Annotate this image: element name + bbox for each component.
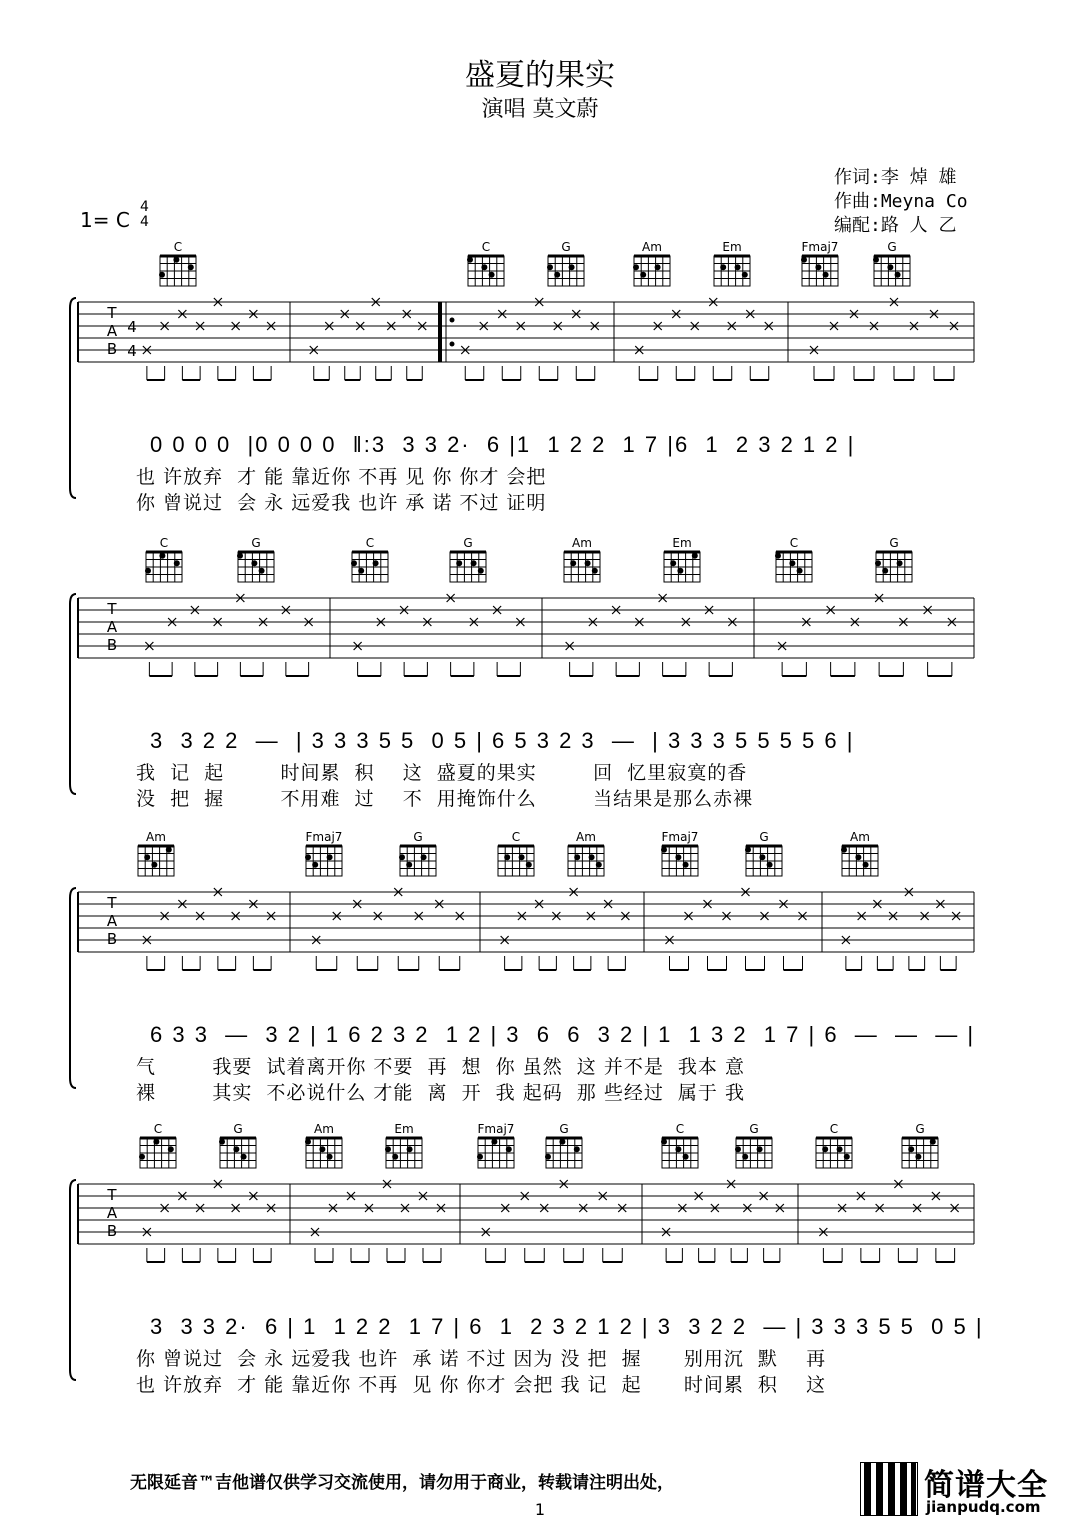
chord-name: Fmaj7: [477, 1122, 515, 1136]
credit-composer: 作曲:Meyna Co: [834, 191, 968, 212]
chord-name: G: [887, 240, 897, 254]
key-signature: 1= C: [80, 208, 130, 232]
tab-time-bottom: 4: [127, 342, 137, 360]
chord-name: G: [889, 536, 899, 550]
tab-letter: T: [107, 304, 117, 322]
credit-lyricist: 作词:李 焯 雄: [834, 167, 957, 188]
numbered-notation: 0 0 0 0 |0 0 0 0 ‖:3 3 3 2· 6 |1 1 2 2 1 7 |6 1 2 3 2 1 2 |: [150, 432, 856, 457]
song-title: 盛夏的果实: [465, 58, 615, 93]
logo-text: 简谱大全: [924, 1468, 1048, 1503]
chord-name: Am: [146, 830, 166, 844]
lyrics-verse-2: 没 把 握 不用难 过 不 用掩饰什么 当结果是那么赤裸: [136, 788, 754, 810]
chord-name: C: [159, 536, 169, 550]
chord-name: C: [675, 1122, 685, 1136]
chord-name: Am: [572, 536, 592, 550]
chord-name: C: [153, 1122, 163, 1136]
chord-name: Am: [642, 240, 662, 254]
piano-keys-icon: [860, 1462, 918, 1516]
lyrics-verse-1: 气 我要 试着离开你 不要 再 想 你 虽然 这 并不是 我本 意: [136, 1056, 745, 1078]
logo-url: jianpudq.com: [926, 1498, 1041, 1516]
chord-name: Am: [314, 1122, 334, 1136]
chord-name: Am: [576, 830, 596, 844]
chord-name: G: [759, 830, 769, 844]
tab-letter: A: [106, 618, 118, 636]
chord-name: G: [561, 240, 571, 254]
tab-letter: A: [106, 1204, 118, 1222]
tab-letter: A: [106, 912, 118, 930]
tab-letter: B: [106, 930, 118, 948]
chord-name: Em: [722, 240, 742, 254]
tab-letter: T: [107, 1186, 117, 1204]
lyrics-verse-1: 你 曾说过 会 永 远爱我 也许 承 诺 不过 因为 没 把 握 别用沉 默 再: [136, 1348, 827, 1370]
numbered-notation: 3 3 3 2· 6 | 1 1 2 2 1 7 | 6 1 2 3 2 1 2 | 3 3 2 2 — | 3 3 3 5 5 0 5 |: [150, 1314, 984, 1339]
time-signature-top: 4: [140, 199, 149, 215]
chord-name: Fmaj7: [661, 830, 699, 844]
tab-letter: A: [106, 322, 118, 340]
chord-name: C: [511, 830, 521, 844]
chord-name: C: [365, 536, 375, 550]
chord-name: Em: [672, 536, 692, 550]
credit-arranger: 编配:路 人 乙: [834, 215, 957, 236]
tab-letter: B: [106, 636, 118, 654]
numbered-notation: 3 3 2 2 — | 3 3 3 5 5 0 5 | 6 5 3 2 3 — | 3 3 3 5 5 5 5 6 |: [150, 728, 855, 753]
chord-name: G: [233, 1122, 243, 1136]
chord-name: Am: [850, 830, 870, 844]
time-signature-bottom: 4: [140, 214, 149, 230]
lyrics-verse-1: 也 许放弃 才 能 靠近你 不再 见 你 你才 会把: [136, 466, 547, 488]
chord-name: G: [413, 830, 423, 844]
chord-name: C: [829, 1122, 839, 1136]
chord-name: G: [251, 536, 261, 550]
chord-name: C: [173, 240, 183, 254]
chord-name: G: [463, 536, 473, 550]
chord-name: Em: [394, 1122, 414, 1136]
song-subtitle: 演唱 莫文蔚: [481, 97, 599, 122]
tab-time-top: 4: [127, 318, 137, 336]
lyrics-verse-2: 你 曾说过 会 永 远爱我 也许 承 诺 不过 证明: [136, 492, 547, 514]
lyrics-verse-1: 我 记 起 时间累 积 这 盛夏的果实 回 忆里寂寞的香: [136, 762, 748, 784]
chord-name: C: [481, 240, 491, 254]
lyrics-verse-2: 裸 其实 不必说什么 才能 离 开 我 起码 那 些经过 属于 我: [136, 1082, 745, 1104]
chord-name: G: [749, 1122, 759, 1136]
page-number: 1: [534, 1500, 546, 1519]
tab-letter: T: [107, 600, 117, 618]
tab-letter: T: [107, 894, 117, 912]
tab-letter: B: [106, 1222, 118, 1240]
chord-name: Fmaj7: [801, 240, 839, 254]
chord-name: Fmaj7: [305, 830, 343, 844]
lyrics-verse-2: 也 许放弃 才 能 靠近你 不再 见 你 你才 会把 我 记 起 时间累 积 这: [136, 1374, 827, 1396]
chord-name: G: [915, 1122, 925, 1136]
site-logo[interactable]: [860, 1458, 1075, 1520]
tab-letter: B: [106, 340, 118, 358]
copyright-notice: 无限延音™吉他谱仅供学习交流使用，请勿用于商业，转载请注明出处，: [130, 1473, 674, 1493]
chord-name: G: [559, 1122, 569, 1136]
chord-name: C: [789, 536, 799, 550]
numbered-notation: 6 3 3 — 3 2 | 1 6 2 3 2 1 2 | 3 6 6 3 2 | 1 1 3 2 1 7 | 6 — — — |: [150, 1022, 976, 1047]
